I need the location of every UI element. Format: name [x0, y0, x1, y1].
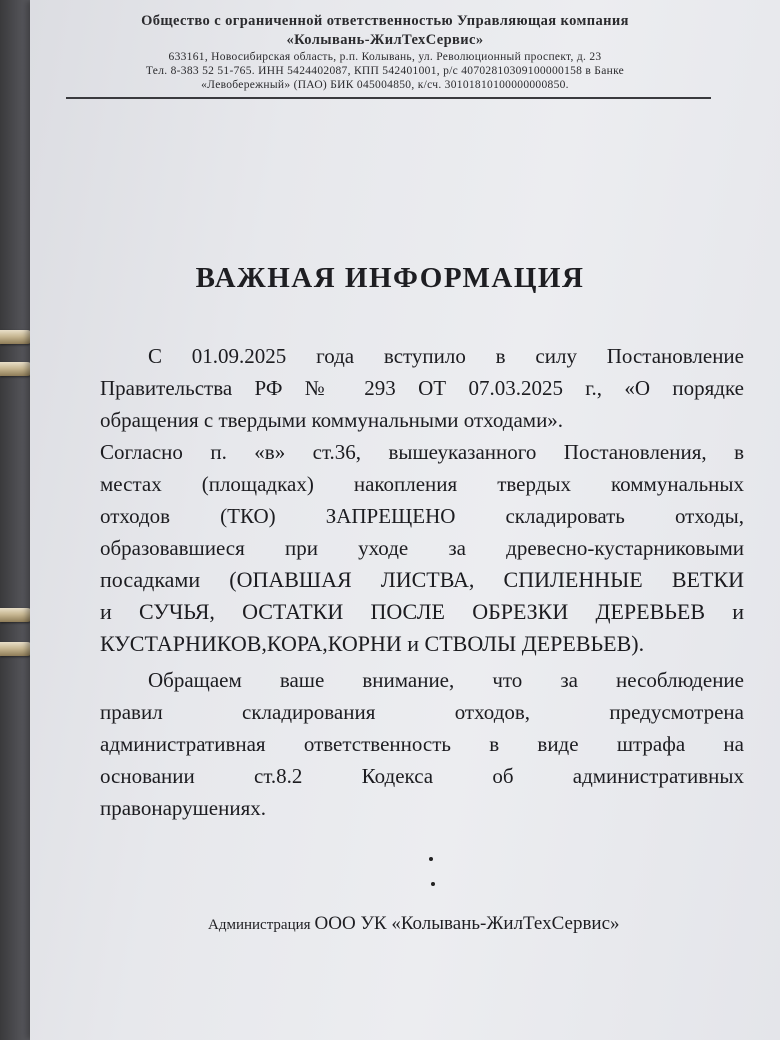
org-name-line1: Общество с ограниченной ответственностью Управляющая компания [141, 13, 629, 29]
ink-dot [431, 882, 435, 886]
signature-block [208, 913, 620, 935]
org-address: 633161, Новосибирская область, р.п. Колывань, ул. Революционный проспект, д. 23 [168, 51, 602, 63]
paragraph2-line: Обращаем ваше внимание, что за несоблюдение [148, 668, 744, 692]
binder-ring [0, 362, 34, 376]
paragraph2-line: правил складирования отходов, предусмотрена [100, 700, 744, 724]
paragraph2-line: административная ответственность в виде штрафа на [100, 732, 744, 756]
letterhead-divider [66, 97, 711, 99]
binder-ring [0, 608, 34, 622]
org-bank-line2: «Левобережный» (ПАО) БИК 045004850, к/сч. 30101810100000000850. [201, 79, 569, 91]
paragraph1-line: местах (площадках) накопления твердых коммунальных [100, 472, 744, 496]
paragraph2-line: основании ст.8.2 Кодекса об административных [100, 764, 744, 788]
paragraph1-line: посадками (ОПАВШАЯ ЛИСТВА, СПИЛЕННЫЕ ВЕТКИ [100, 567, 744, 592]
notice-title: ВАЖНАЯ ИНФОРМАЦИЯ [195, 262, 585, 294]
ink-dot [429, 857, 433, 861]
paragraph1-line: обращения с твердыми коммунальными отходами». [100, 408, 564, 432]
paragraph1-line: Согласно п. «в» ст.36, вышеуказанного Постановления, в [100, 440, 744, 464]
paragraph1-line: Правительства РФ № 293 ОТ 07.03.2025 г., «О порядке [100, 376, 744, 400]
paragraph1-line: и СУЧЬЯ, ОСТАТКИ ПОСЛЕ ОБРЕЗКИ ДЕРЕВЬЕВ и [100, 599, 744, 624]
paragraph1-line: С 01.09.2025 года вступило в силу Постановление [148, 344, 744, 368]
paragraph1-line: образовавшиеся при уходе за древесно-кустарниковыми [100, 536, 744, 560]
binder-ring [0, 330, 34, 344]
paragraph1-line: КУСТАРНИКОВ,КОРА,КОРНИ и СТВОЛЫ ДЕРЕВЬЕВ). [100, 631, 645, 656]
notice-body [100, 340, 744, 824]
paragraph1-line: отходов (ТКО) ЗАПРЕЩЕНО складировать отходы, [100, 504, 744, 528]
signature-role: Администрация [208, 917, 311, 933]
paragraph2-line: правонарушениях. [100, 796, 266, 820]
signature-company: ООО УК «Колывань-ЖилТехСервис» [314, 913, 620, 934]
org-name-line2: «Колывань-ЖилТехСервис» [286, 32, 484, 48]
binder-ring [0, 642, 34, 656]
org-bank-line1: Тел. 8-383 52 51-765. ИНН 5424402087, КПП 542401001, р/с 40702810309100000158 в Банке [145, 65, 625, 77]
letterhead [60, 12, 710, 92]
